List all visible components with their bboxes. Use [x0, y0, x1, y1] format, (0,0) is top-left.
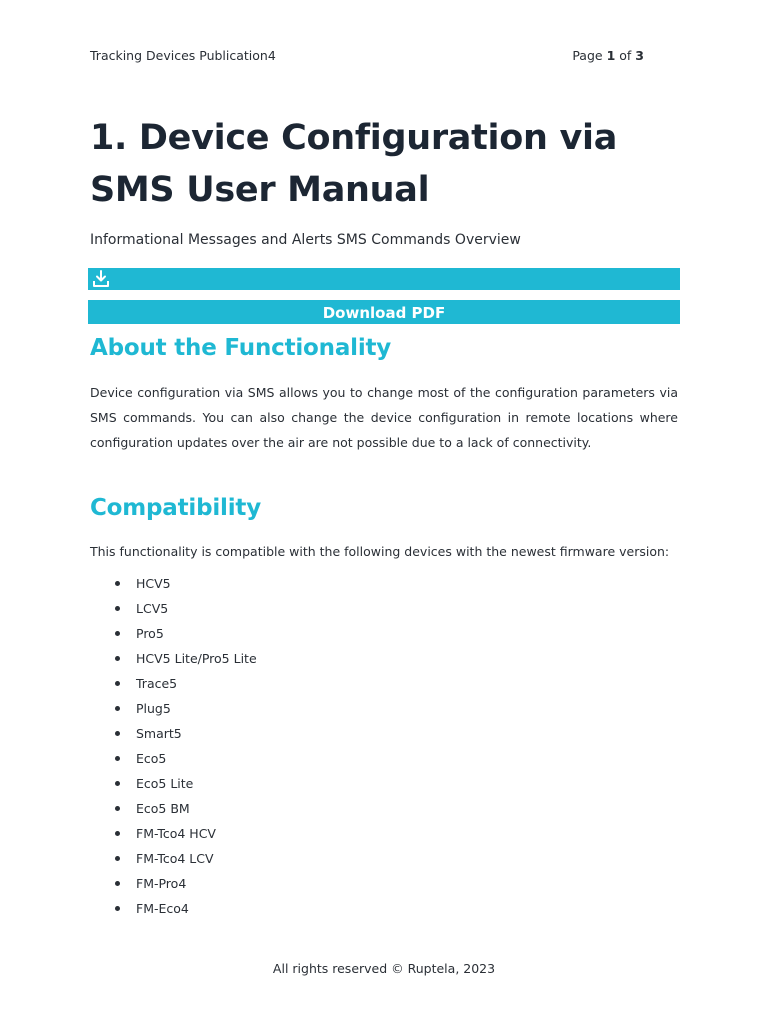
list-item — [90, 746, 257, 771]
list-item — [90, 846, 257, 871]
device-name: Eco5 BM — [136, 801, 190, 816]
list-item — [90, 596, 257, 621]
bullet-icon — [115, 906, 120, 911]
bullet-icon — [115, 856, 120, 861]
bullet-icon — [115, 731, 120, 736]
publication-name: Tracking Devices Publication4 — [90, 48, 276, 63]
bullet-icon — [115, 781, 120, 786]
list-item — [90, 721, 257, 746]
bullet-icon — [115, 706, 120, 711]
page-subtitle: Informational Messages and Alerts SMS Commands Overview — [90, 232, 521, 248]
device-name: Eco5 — [136, 751, 167, 766]
list-item — [90, 571, 257, 596]
list-item — [90, 871, 257, 896]
device-name: HCV5 Lite/Pro5 Lite — [136, 651, 257, 666]
bullet-icon — [115, 656, 120, 661]
device-name: Pro5 — [136, 626, 164, 641]
device-name: Plug5 — [136, 701, 171, 716]
page-of: of — [619, 48, 632, 63]
about-paragraph: Device configuration via SMS allows you to change most of the configuration parameters via SMS commands. You can also change the device configuration in remote locations where configuration updates over the air are not possible due to a lack of connectivity. — [90, 385, 678, 450]
page-indicator — [572, 48, 644, 63]
bullet-icon — [115, 581, 120, 586]
device-name: FM-Tco4 HCV — [136, 826, 216, 841]
device-name: FM-Pro4 — [136, 876, 187, 891]
list-item — [90, 671, 257, 696]
bullet-icon — [115, 631, 120, 636]
page-total: 3 — [635, 48, 644, 63]
device-name: Trace5 — [136, 676, 178, 691]
bullet-icon — [115, 881, 120, 886]
list-item — [90, 771, 257, 796]
device-name: FM-Tco4 LCV — [136, 851, 214, 866]
download-icon-bar[interactable] — [88, 268, 680, 290]
device-name: LCV5 — [136, 601, 169, 616]
list-item — [90, 696, 257, 721]
device-name: FM-Eco4 — [136, 901, 189, 916]
section-heading-about: About the Functionality — [90, 335, 392, 361]
section-heading-compatibility: Compatibility — [90, 495, 262, 521]
device-name: Eco5 Lite — [136, 776, 194, 791]
list-item — [90, 621, 257, 646]
page-current: 1 — [606, 48, 616, 63]
device-name: HCV5 — [136, 576, 171, 591]
page-prefix: Page — [572, 48, 603, 63]
list-item — [90, 796, 257, 821]
page-footer: All rights reserved © Ruptela, 2023 — [272, 961, 496, 976]
list-item — [90, 646, 257, 671]
bullet-icon — [115, 606, 120, 611]
device-list — [90, 571, 257, 921]
bullet-icon — [115, 831, 120, 836]
page-title: 1. Device Configuration via SMS User Manual — [90, 118, 618, 210]
bullet-icon — [115, 806, 120, 811]
bullet-icon — [115, 756, 120, 761]
bullet-icon — [115, 681, 120, 686]
download-pdf-button[interactable]: Download PDF — [88, 300, 680, 324]
download-icon[interactable] — [90, 268, 112, 290]
list-item — [90, 896, 257, 921]
device-name: Smart5 — [136, 726, 182, 741]
compatibility-intro: This functionality is compatible with the following devices with the newest firmware version: — [90, 544, 670, 559]
list-item — [90, 821, 257, 846]
